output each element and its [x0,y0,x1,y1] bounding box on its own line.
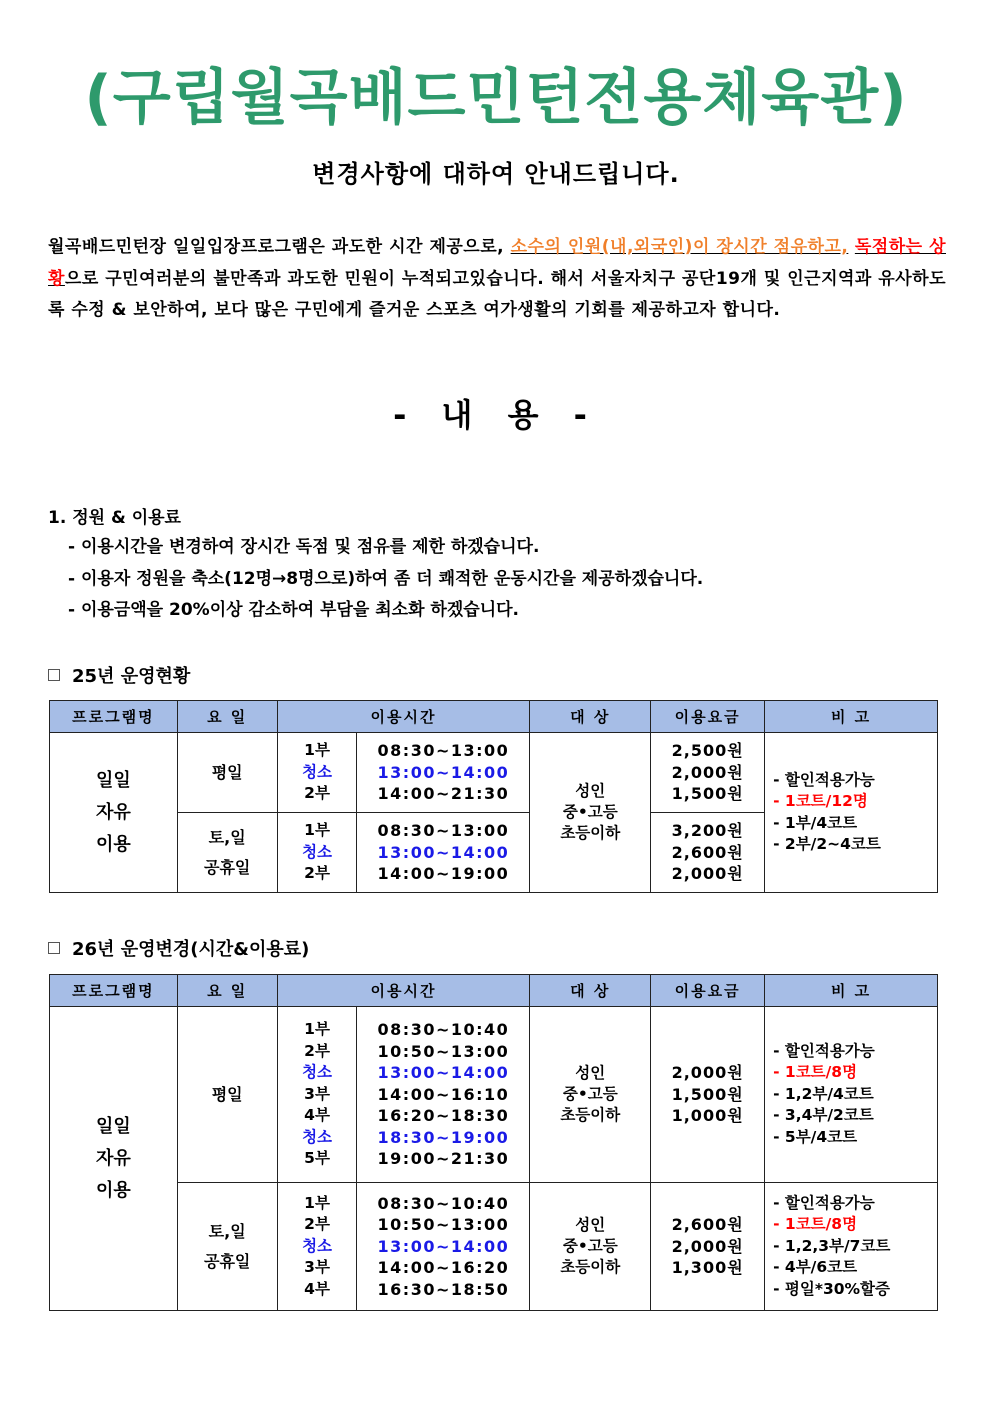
table-header-row [50,975,938,1007]
notes-cell: - 할인적용가능 - 1코트/12명 - 1부/4코트 - 2부/2~4코트 [765,733,938,893]
day-weekday: 평일 [177,733,277,813]
table-row [50,1007,938,1183]
table25-label-text: 25년 운영현황 [72,666,191,687]
header-time: 이용시간 [277,975,530,1007]
intro-highlight-orange: 소수의 인원(내,외국인)이 장시간 점유하고, [510,237,849,257]
day-weekend: 토,일 공휴일 [177,1183,277,1311]
header-fee: 이용요금 [651,975,765,1007]
part-cell: 1부 청소 2부 [277,813,357,893]
section-item: - 이용시간을 변경하여 장시간 독점 및 점유를 제한 하겠습니다. [68,537,540,557]
fee-cell: 2,500원 2,000원 1,500원 [651,733,765,813]
intro-paragraph [48,232,946,327]
section-title: 1. 정원 & 이용료 [48,508,181,528]
fee-cell: 2,600원 2,000원 1,300원 [651,1183,765,1311]
fee-cell: 3,200원 2,600원 2,000원 [651,813,765,893]
intro-highlight-red: 독점하는 상황 [48,237,946,289]
fee-cell: 2,000원 1,500원 1,000원 [651,1007,765,1183]
table26-label-text: 26년 운영변경(시간&이용료) [72,939,310,960]
day-weekday: 평일 [177,1007,277,1183]
part-cell: 1부 2부 청소 3부 4부 [277,1183,357,1311]
section-item: - 이용금액을 20%이상 감소하여 부담을 최소화 하겠습니다. [68,600,519,620]
notice-subtitle: 변경사항에 대하여 안내드립니다. [312,160,680,188]
content-heading: - 내 용 - [393,396,599,434]
header-fee: 이용요금 [651,701,765,733]
checkbox-square-icon [48,942,60,954]
facility-title: (구립월곡배드민턴전용체육관) [84,63,908,133]
program-name-cell: 일일 자유 이용 [50,733,178,893]
target-cell: 성인 중•고등 초등이하 [530,1007,651,1183]
time-cell: 08:30~10:40 10:50~13:00 13:00~14:00 14:00~16:20 16:30~18:50 [357,1183,530,1311]
header-program: 프로그램명 [50,701,178,733]
notes-cell: - 할인적용가능 - 1코트/8명 - 1,2,3부/7코트 - 4부/6코트 - 평일*30%할증 [765,1183,938,1311]
day-weekend: 토,일 공휴일 [177,813,277,893]
part-cell: 1부 청소 2부 [277,733,357,813]
section-capacity-fees [48,504,948,627]
intro-text-2: 으로 구민여러분의 불만족과 과도한 민원이 누적되고있습니다. 해서 서울자치구 공단19개 및 인근지역과 유사하도록 수정 & 보안하여, 보다 많은 구민에게 즐거운 스포츠 여가생활의 기회를 제공하고자 합니다. [48,268,946,320]
header-target: 대 상 [530,975,651,1007]
header-time: 이용시간 [277,701,530,733]
time-cell: 08:30~13:00 13:00~14:00 14:00~19:00 [357,813,530,893]
program-name-cell: 일일 자유 이용 [50,1007,178,1311]
table-row [50,1183,938,1311]
header-day: 요 일 [177,975,277,1007]
table26-label [48,937,309,963]
header-notes: 비 고 [765,701,938,733]
header-notes: 비 고 [765,975,938,1007]
table-2026-schedule [49,974,938,1311]
part-cell: 1부 2부 청소 3부 4부 청소 5부 [277,1007,357,1183]
target-cell: 성인 중•고등 초등이하 [530,1183,651,1311]
time-cell: 08:30~13:00 13:00~14:00 14:00~21:30 [357,733,530,813]
header-program: 프로그램명 [50,975,178,1007]
header-target: 대 상 [530,701,651,733]
header-day: 요 일 [177,701,277,733]
target-cell: 성인 중•고등 초등이하 [530,733,651,893]
table-header-row [50,701,938,733]
time-cell: 08:30~10:40 10:50~13:00 13:00~14:00 14:00~16:10 16:20~18:30 18:30~19:00 19:00~21:30 [357,1007,530,1183]
table-2025-schedule [49,700,938,893]
table-row [50,733,938,813]
intro-text-1: 월곡배드민턴장 일일입장프로그램은 과도한 시간 제공으로, [48,237,511,257]
notes-cell: - 할인적용가능 - 1코트/8명 - 1,2부/4코트 - 3,4부/2코트 - 5부/4코트 [765,1007,938,1183]
section-item: - 이용자 정원을 축소(12명→8명으로)하여 좀 더 쾌적한 운동시간을 제공하겠습니다. [68,568,704,589]
table25-label [48,664,190,690]
checkbox-square-icon [48,669,60,681]
